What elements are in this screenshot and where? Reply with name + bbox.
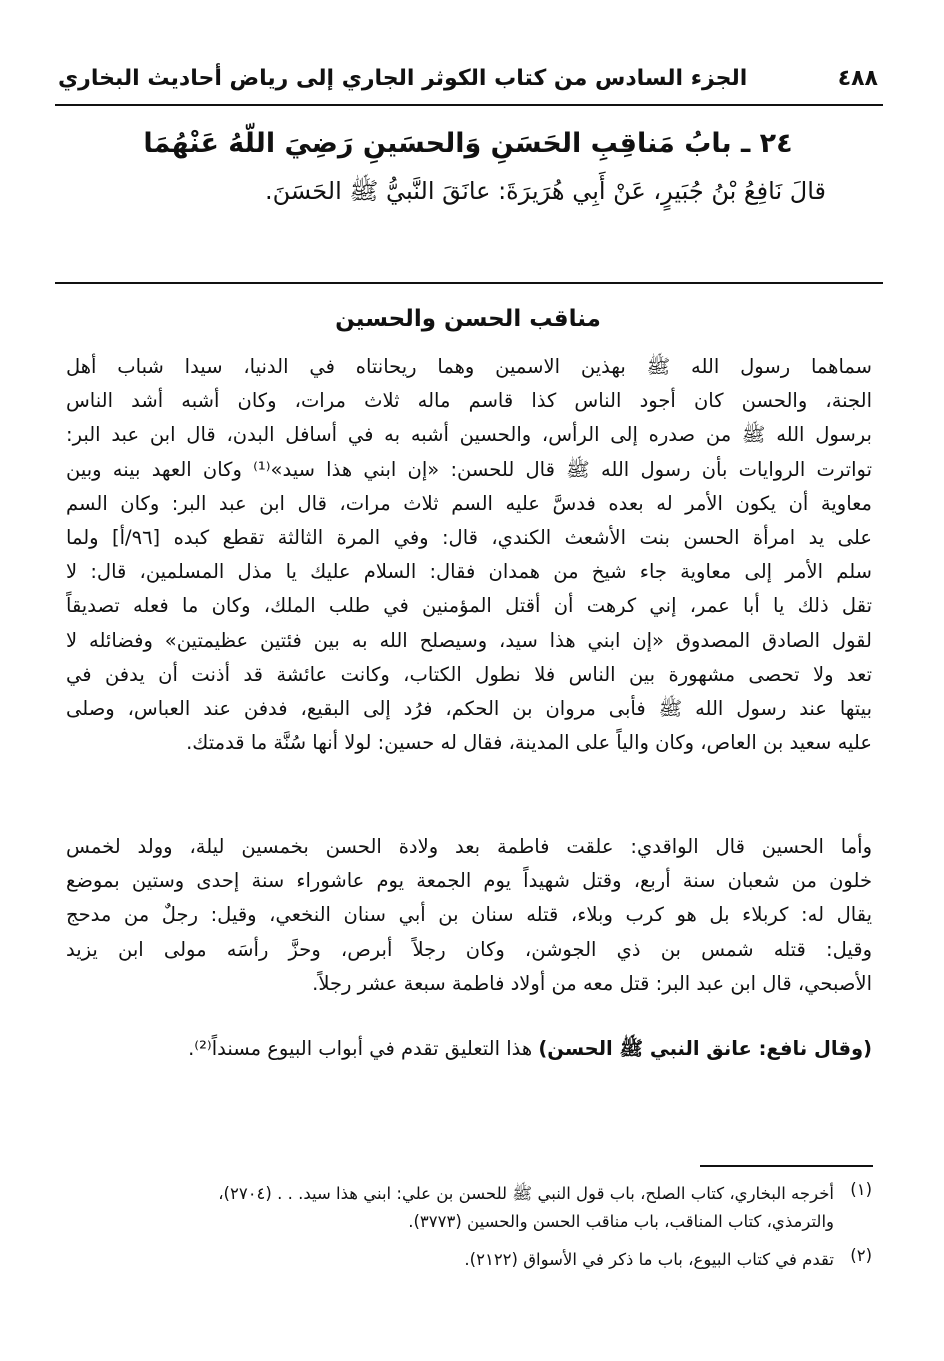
section-title: مناقب الحسن والحسين bbox=[335, 306, 601, 332]
text-line: عليه سعيد بن العاص، وكان والياً على المدينة، فقال له حسين: لولا أنها سُنَّة ما قدمتك. bbox=[186, 731, 872, 755]
text-line: على يد امرأة الحسن بنت الأشعث الكندي، قال: وفي المرة الثالثة تقطع كبده [٩٦/أ] ولما bbox=[66, 525, 872, 549]
footnote-2 bbox=[66, 1246, 872, 1274]
text-line bbox=[66, 1032, 872, 1066]
footnote-line: أخرجه البخاري، كتاب الصلح، باب قول النبي ﷺ للحسن بن علي: ابني هذا سيد. . . (٢٧٠٤)، bbox=[218, 1184, 834, 1203]
text-line: برسول الله ﷺ من صدره إلى الرأس، والحسين أشبه به في أسافل البدن، قال ابن عبد البر: bbox=[66, 423, 872, 447]
text-line: معاوية أن يكون الأمر له بعده فدسَّ عليه السم ثلاث مرات، قال ابن عبد البر: وكان السم bbox=[66, 491, 872, 515]
footnote-1 bbox=[66, 1180, 872, 1236]
text-line: الجنة، والحسن كان أجود الناس كذا قاسم ماله ثلاث مرات، وكان أشبه أشد الناس bbox=[66, 389, 872, 413]
text-line: خلون من شعبان سنة أربع، وقتل شهيداً يوم الجمعة يوم عاشوراء سنة إحدى وستين بموضع bbox=[66, 869, 872, 893]
hadith-text: قالَ نَافِعُ بْنُ جُبَيرٍ، عَنْ أَبِي هُرَيرَةَ: عانَقَ النَّبيُّ ﷺ الحَسَنَ. bbox=[265, 177, 826, 205]
text-line: يقال له: كربلاء بل هو كرب وبلاء، قتله سنان بن أبي سنان النخعي، وقيل: رجلٌ من مدحج bbox=[66, 903, 872, 927]
commentary-paragraph-1 bbox=[66, 350, 872, 760]
footnote-line: والترمذي، كتاب المناقب، باب مناقب الحسن والحسين (٣٧٧٣). bbox=[408, 1212, 834, 1231]
text-line: سلم الأمر إلى معاوية جاء شيخ من همدان فقال: السلام عليك يا مذل المسلمين، قال: لا bbox=[66, 560, 872, 584]
text-line: سماهما رسول الله ﷺ بهذين الاسمين وهما ريحانتاه في الدنيا، سيدا شباب أهل bbox=[66, 355, 872, 378]
footnote-number: (٢) bbox=[850, 1246, 872, 1265]
text-line: تعد ولا تحصى مشهورة بين الناس فلا نطول الكتاب، وكانت عائشة قد أذنت أن يدفن في bbox=[66, 662, 872, 686]
quoted-text: (وقال نافع: عانق النبي ﷺ الحسن) bbox=[538, 1037, 872, 1060]
text-line: الأصبحي، قال ابن عبد البر: قتل معه من أولاد فاطمة سبعة عشر رجلاً. bbox=[312, 971, 872, 995]
footnote-divider bbox=[700, 1165, 873, 1167]
text-line: لقول الصادق المصدوق «إن ابني هذا سيد، وسيصلح الله به بين فئتين عظيمتين» وفضائله لا bbox=[66, 628, 872, 652]
commentary-paragraph-3 bbox=[66, 1032, 872, 1066]
page-number: ٤٨٨ bbox=[837, 65, 878, 91]
footnote-line: تقدم في كتاب البيوع، باب ما ذكر في الأسواق (٢١٢٢). bbox=[464, 1250, 834, 1269]
text-line: تقل ذلك يا أبا عمر، إني كرهت أن أقتل المؤمنين في طلب الملك، وكان ما فعله تصديقاً bbox=[66, 594, 872, 618]
paragraph-text: هذا التعليق تقدم في أبواب البيوع مسنداً⁽²⁾. bbox=[188, 1037, 539, 1060]
text-line: تواترت الروايات بأن رسول الله ﷺ قال للحسن: «إن ابني هذا سيد»⁽¹⁾ وكان العهد بينه وبين bbox=[66, 457, 872, 481]
header-divider bbox=[55, 104, 883, 106]
text-line: وأما الحسين قال الواقدي: علقت فاطمة بعد ولادة الحسن بخمسين ليلة، وولد لخمس bbox=[66, 835, 872, 858]
chapter-title: ٢٤ ـ بابُ مَناقِبِ الحَسَنِ وَالحسَينِ رَضِيَ اللّهُ عَنْهُمَا bbox=[143, 128, 793, 159]
commentary-paragraph-2 bbox=[66, 830, 872, 1001]
footnote-number: (١) bbox=[850, 1180, 872, 1199]
text-line: بيتها عند رسول الله ﷺ فأبى مروان بن الحكم، فرُد إلى البقيع، فدفن عند العباس، وصلى bbox=[66, 696, 872, 720]
footnotes bbox=[66, 1180, 872, 1274]
text-commentary-divider bbox=[55, 282, 883, 284]
page-header bbox=[58, 58, 878, 98]
text-line: وقيل: قتله شمس بن ذي الجوشن، وكان رجلاً أبرص، وحزَّ رأسَه مولى ابن يزيد bbox=[66, 937, 872, 961]
running-title: الجزء السادس من كتاب الكوثر الجاري إلى رياض أحاديث البخاري bbox=[58, 65, 748, 91]
